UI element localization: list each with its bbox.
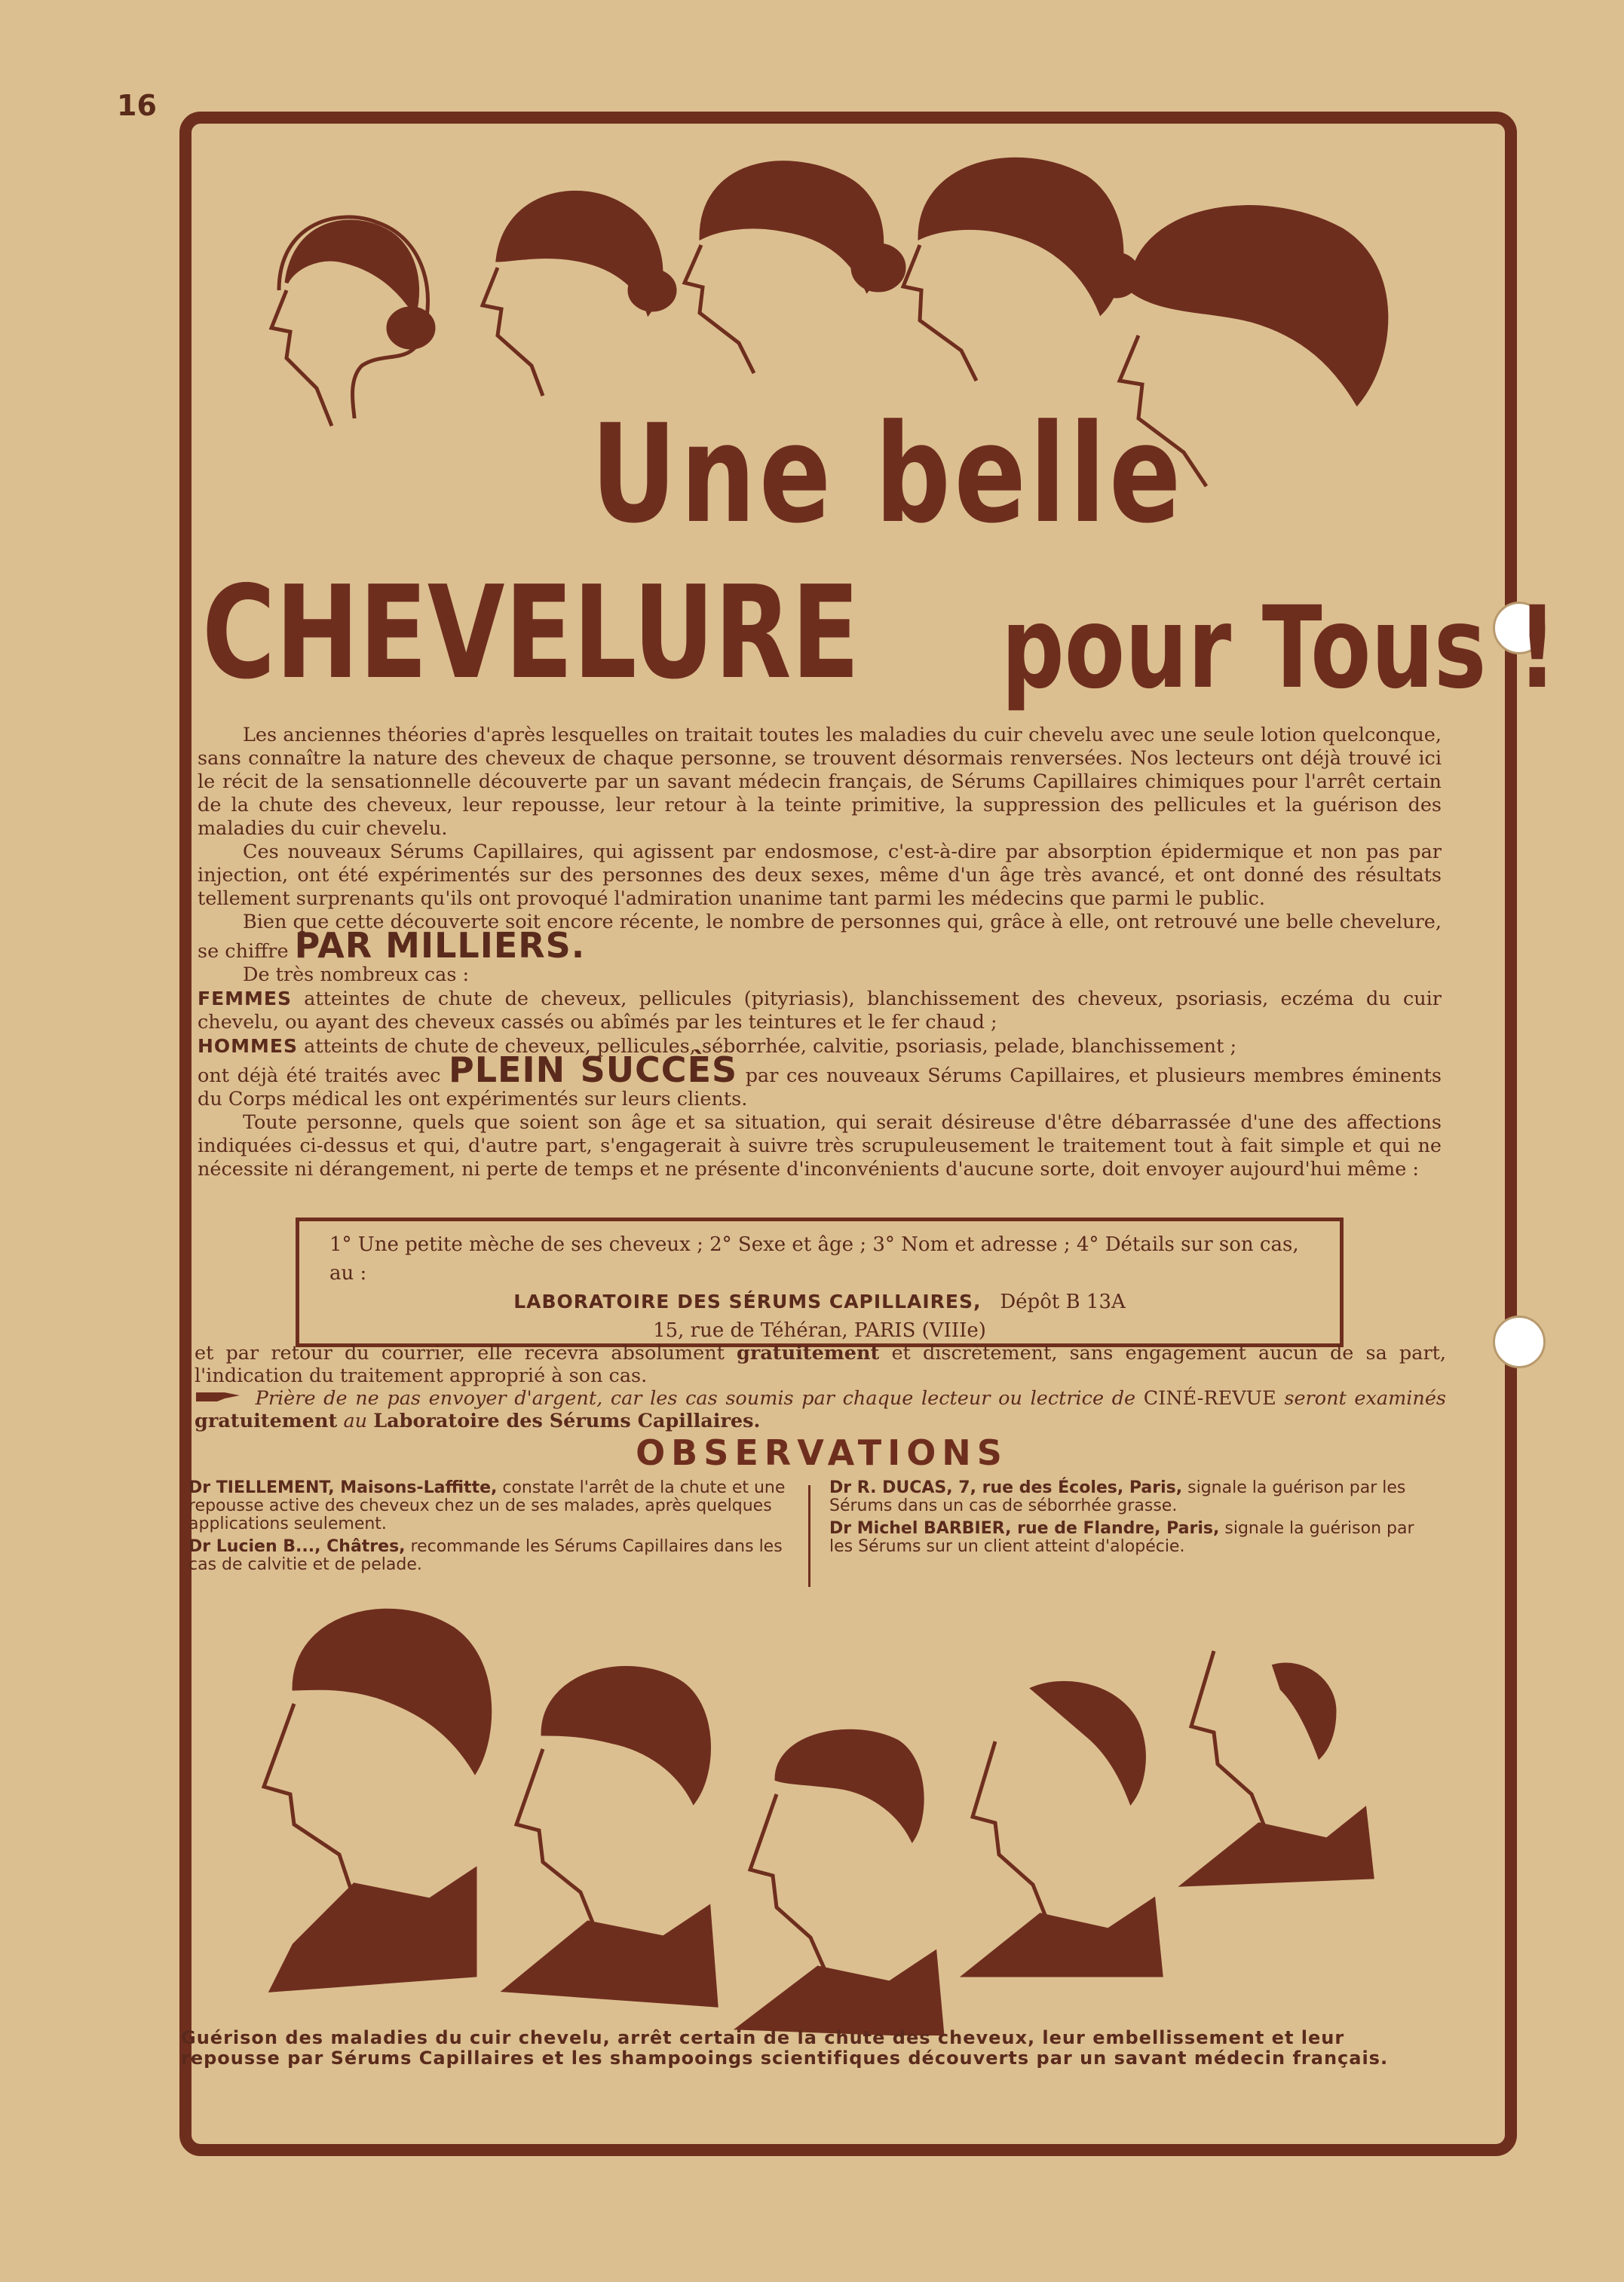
body-paragraph-3 bbox=[198, 911, 1442, 966]
body-paragraph-2: Ces nouveaux Sérums Capillaires, qui agissent par endosmose, c'est-à-dire par absorption épidermique et non pas par injection, ont été expérimentés sur des personnes des deux sexes, même d'un âge très avancé, et ont donné des résultats tellement surprenants qu'ils ont provoqué l'admiration unanime tant parmi les médecins que parmi le public. bbox=[198, 841, 1442, 910]
woman-head-1 bbox=[271, 217, 434, 426]
headline-chevelure: CHEVELURE bbox=[202, 559, 860, 708]
box-line-1: 1° Une petite mèche de ses cheveux ; 2° Sexe et âge ; 3° Nom et adresse ; 4° Détails sur son cas, au : bbox=[329, 1233, 1299, 1285]
priere-cine-revue: CINÉ-REVUE bbox=[1143, 1387, 1276, 1410]
par-milliers: PAR MILLIERS. bbox=[294, 925, 586, 966]
priere-italic: Prière de ne pas envoyer d'argent, car les cas soumis par chaque lecteur ou lectrice de bbox=[255, 1387, 1136, 1410]
plein-succes: PLEIN SUCCÈS bbox=[449, 1049, 738, 1090]
priere-lab: Laboratoire des Sérums Capillaires. bbox=[373, 1410, 761, 1432]
hommes-line bbox=[198, 1034, 1442, 1058]
lab-name: LABORATOIRE DES SÉRUMS CAPILLAIRES, bbox=[513, 1291, 982, 1313]
binder-hole-bottom bbox=[1493, 1316, 1546, 1368]
body-paragraph-5 bbox=[198, 1049, 1442, 1111]
body-p3-text: Bien que cette découverte soit encore récente, le nombre de personnes qui, grâce à elle, ont retrouvé une belle chevelure, se chiffre bbox=[198, 911, 1442, 963]
hommes-text: atteints de chute de cheveux, pellicules, séborrhée, calvitie, psoriasis, pelade, blanchissement ; bbox=[304, 1035, 1237, 1058]
observation-item bbox=[188, 1479, 792, 1533]
priere-bold: gratuitement bbox=[195, 1410, 338, 1432]
after-p1-start: et par retour du courrier, elle recevra absolument bbox=[195, 1342, 725, 1365]
box-lab-line bbox=[299, 1288, 1340, 1316]
footer-caption: Guérison des maladies du cuir chevelu, arrêt certain de la chute des cheveux, leur embellissement et leur repousse par Sérums Capillaires et les shampooings scientifiques découverts par un savant médecin français. bbox=[181, 2027, 1389, 2069]
man-head-1 bbox=[264, 1610, 490, 1990]
headline-line2 bbox=[202, 559, 1558, 714]
observation-doctor: Dr TIELLEMENT, Maisons-Laffitte, bbox=[188, 1478, 498, 1497]
order-instructions-box bbox=[296, 1218, 1344, 1347]
observations-right-column bbox=[829, 1479, 1432, 1561]
men-heads-illustration bbox=[249, 1583, 1425, 2035]
man-head-4 bbox=[965, 1683, 1161, 1975]
after-p1-bold: gratuitement bbox=[737, 1342, 880, 1365]
femmes-label: FEMMES bbox=[198, 988, 292, 1009]
body-paragraph-4: De très nombreux cas : bbox=[243, 963, 470, 986]
page-number: 16 bbox=[117, 89, 157, 122]
lab-address: 15, rue de Téhéran, PARIS (VIIIe) bbox=[653, 1319, 986, 1342]
hommes-label: HOMMES bbox=[198, 1035, 299, 1057]
woman-head-3 bbox=[685, 163, 904, 373]
femmes-text: atteintes de chute de cheveux, pellicules (pityriasis), blanchissement des cheveux, psoriasis, eczéma du cuir chevelu, ou ayant des cheveux cassés ou abîmés par les teintures et le fer chaud ; bbox=[198, 988, 1442, 1034]
observation-item bbox=[829, 1520, 1432, 1556]
p5-end: par ces nouveaux Sérums Capillaires, et plusieurs membres éminents du Corps médical les ont expérimentés sur leurs clients. bbox=[198, 1064, 1442, 1110]
man-head-2 bbox=[505, 1668, 716, 2005]
observations-left-column bbox=[188, 1479, 792, 1579]
observation-doctor: Dr R. DUCAS, 7, rue des Écoles, Paris, bbox=[829, 1478, 1183, 1497]
pointing-hand-icon bbox=[195, 1388, 247, 1404]
observation-text: signale la guérison par les Sérums dans un cas de séborrhée grasse. bbox=[829, 1478, 1406, 1515]
observation-text: recommande les Sérums Capillaires dans les cas de calvitie et de pelade. bbox=[188, 1537, 783, 1574]
priere-au: au bbox=[343, 1410, 368, 1432]
woman-head-4 bbox=[903, 159, 1138, 381]
p5-start: ont déjà été traités avec bbox=[198, 1064, 441, 1087]
observations-title: OBSERVATIONS bbox=[636, 1432, 1008, 1473]
body-paragraph-1: Les anciennes théories d'après lesquelles on traitait toutes les maladies du cuir chevelu avec une seule lotion quelconque, sans connaître la nature des cheveux de chaque personne, se trouvent désormais renversées. Nos lecteurs ont déjà trouvé ici le récit de la sensationnelle découverte par un savant médecin français, de Sérums Capillaires chimiques pour l'arrêt certain de la chute des cheveux, leur repousse, leur retour à la teinte primitive, la suppression des pellicules et la guérison des maladies du cuir chevelu. bbox=[198, 724, 1442, 840]
after-box-text bbox=[195, 1342, 1446, 1432]
observation-text: signale la guérison par les Sérums sur un client atteint d'alopécie. bbox=[829, 1519, 1414, 1556]
after-p1-end: et discrètement, sans engagement aucun de sa part, l'indication du traitement approprié à son cas. bbox=[195, 1342, 1446, 1387]
man-head-5 bbox=[1184, 1651, 1372, 1885]
priere-italic-2: seront examinés bbox=[1284, 1387, 1447, 1410]
headline-pour-tous: pour Tous ! bbox=[1001, 583, 1558, 714]
after-paragraph bbox=[195, 1342, 1446, 1387]
woman-head-2 bbox=[483, 192, 675, 396]
lab-depot: Dépôt B 13A bbox=[1000, 1291, 1126, 1313]
ad-body-text bbox=[198, 724, 1442, 1181]
femmes-line bbox=[198, 987, 1442, 1034]
man-head-3 bbox=[739, 1731, 942, 2035]
observation-doctor: Dr Michel BARBIER, rue de Flandre, Paris, bbox=[829, 1519, 1220, 1538]
observation-item bbox=[188, 1538, 792, 1574]
observation-item bbox=[829, 1479, 1432, 1515]
headline-line1: Une belle bbox=[590, 396, 1184, 553]
priere-paragraph bbox=[195, 1387, 1446, 1432]
observation-text: constate l'arrêt de la chute et une repousse active des cheveux chez un de ses malades, après quelques applications seulement. bbox=[188, 1478, 786, 1533]
observations-divider bbox=[808, 1485, 810, 1587]
body-paragraph-6: Toute personne, quels que soient son âge et sa situation, qui serait désireuse d'être débarrassée d'une des affections indiquées ci-dessus et qui, d'autre part, s'engagerait à suivre très scrupuleusement le traitement tout à fait simple et qui ne nécessite ni dérangement, ni perte de temps et ne présente d'inconvénients d'aucune sorte, doit envoyer aujourd'hui même : bbox=[198, 1111, 1442, 1181]
observation-doctor: Dr Lucien B..., Châtres, bbox=[188, 1537, 406, 1556]
